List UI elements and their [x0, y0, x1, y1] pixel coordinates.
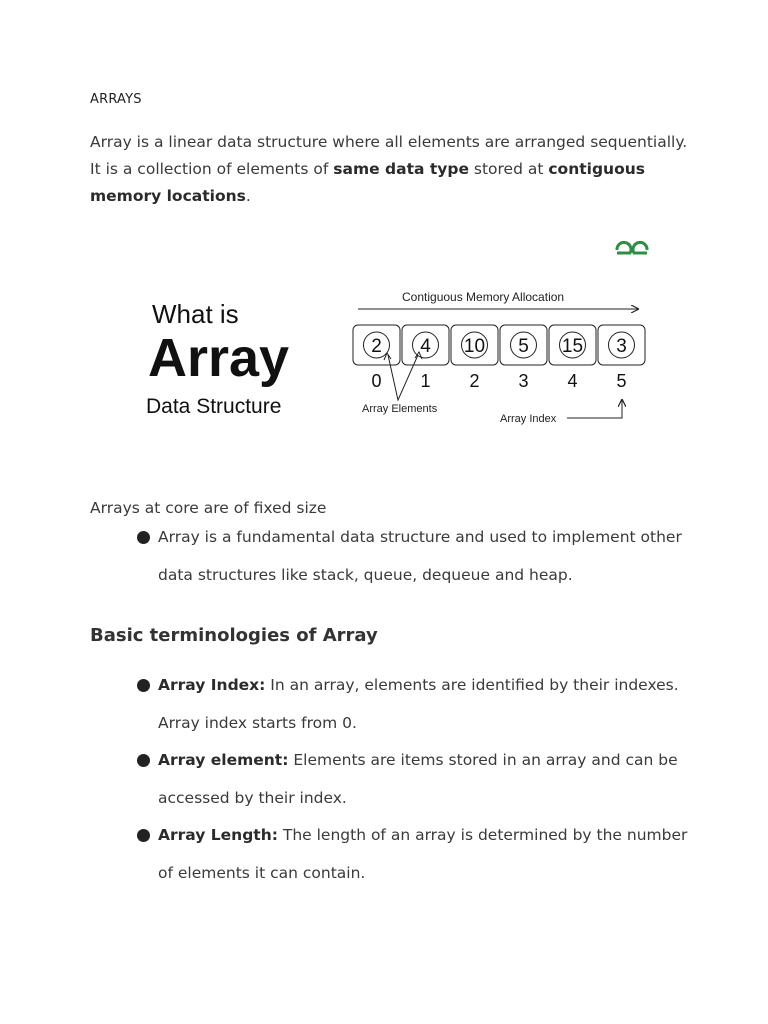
array-index-value: 3: [518, 371, 529, 391]
fixed-size-text: Arrays at core are of fixed size: [90, 499, 327, 517]
term-array-element-text: Elements are items stored in an array and can be accessed by their index.: [158, 751, 678, 807]
term-array-length-text: The length of an array is determined by the number of elements it can contain.: [158, 826, 688, 882]
bullet-dot: [137, 679, 150, 692]
fundamental-list: [135, 519, 695, 594]
array-index-value: 1: [420, 371, 431, 391]
intro-text-1: Array is a linear data structure where all elements are arranged sequentially. It is a collection of elements of: [90, 133, 688, 178]
array-element-value: 3: [616, 336, 627, 357]
index-pointer-line: [567, 400, 622, 418]
array-index-label: Array Index: [500, 413, 557, 425]
array-element-value: 10: [463, 336, 486, 357]
fundamental-bullet-text: Array is a fundamental data structure and used to implement other data structures like stack, queue, dequeue and heap.: [158, 528, 682, 584]
term-array-index-text: In an array, elements are identified by their indexes. Array index starts from 0.: [158, 676, 679, 732]
array-element-value: 5: [518, 336, 529, 357]
array-cell: [549, 325, 596, 365]
array-cell: [598, 325, 645, 365]
intro-paragraph: [90, 129, 700, 210]
terminology-heading: Basic terminologies of Array: [90, 625, 378, 646]
allocation-label: Contiguous Memory Allocation: [402, 290, 565, 304]
intro-text-2: stored at: [468, 160, 549, 178]
array-cell: [451, 325, 498, 365]
intro-bold-same-data-type: same data type: [333, 160, 469, 178]
document-title: ARRAYS: [90, 92, 142, 107]
bullet-dot: [137, 531, 150, 544]
array-cell: [500, 325, 547, 365]
list-item: [135, 742, 695, 817]
intro-text-3: .: [245, 187, 251, 205]
bullet-dot: [137, 829, 150, 842]
list-item: [135, 519, 695, 594]
figure-title-array: Array: [148, 328, 290, 388]
array-element-value: 15: [561, 336, 584, 357]
term-array-length: Array Length:: [158, 826, 278, 844]
term-array-element: Array element:: [158, 751, 289, 769]
term-array-index: Array Index:: [158, 676, 266, 694]
figure-title-data-structure: Data Structure: [146, 395, 282, 418]
array-cell: [353, 325, 400, 365]
list-item: [135, 817, 695, 892]
array-cell: [402, 325, 449, 365]
array-index-value: 5: [616, 371, 627, 391]
terminology-list: [135, 667, 695, 892]
array-index-value: 4: [567, 371, 578, 391]
array-element-value: 2: [371, 336, 382, 357]
array-figure: [130, 230, 670, 440]
array-index-value: 2: [469, 371, 480, 391]
array-elements-label: Array Elements: [362, 403, 438, 415]
gfg-logo-icon: [617, 242, 647, 253]
intro-bold-contiguous: contiguous memory locations: [90, 160, 645, 205]
figure-title-what-is: What is: [152, 299, 239, 329]
array-element-value: 4: [420, 336, 431, 357]
bullet-dot: [137, 754, 150, 767]
array-cells: [353, 325, 645, 365]
array-index-value: 0: [371, 371, 382, 391]
list-item: [135, 667, 695, 742]
